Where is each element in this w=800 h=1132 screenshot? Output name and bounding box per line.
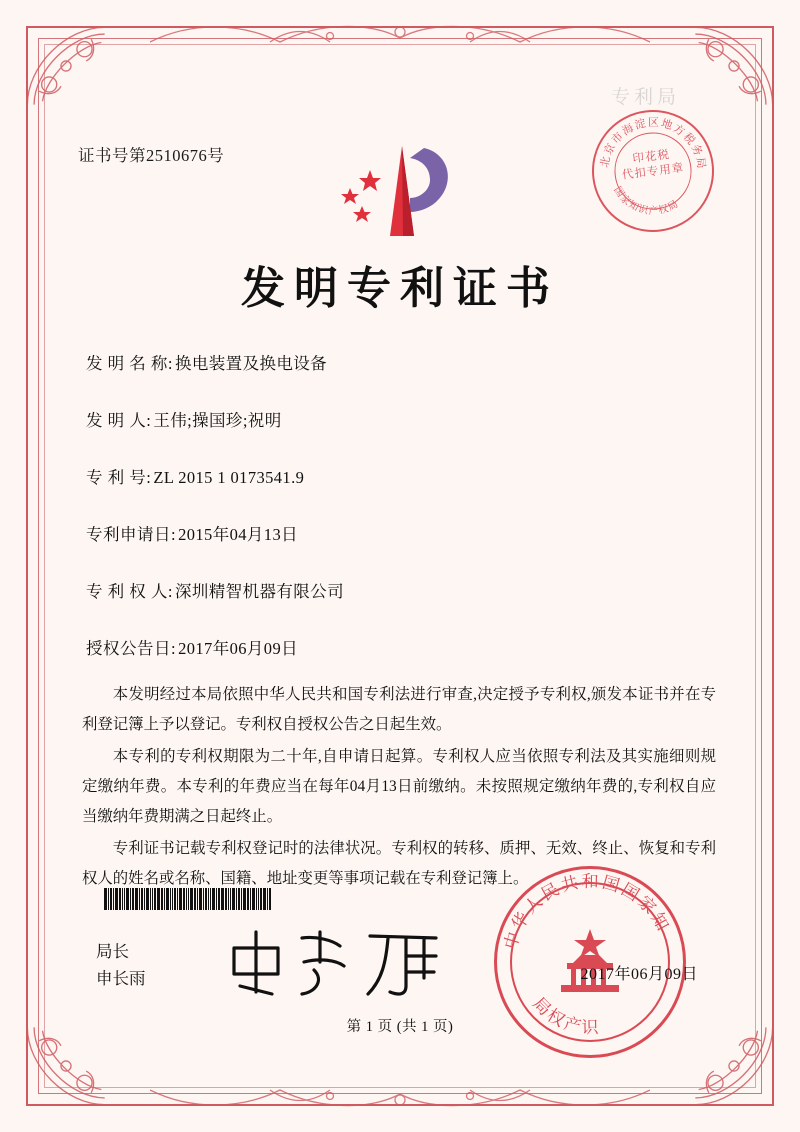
partial-stamp-text: 专利局 [610, 87, 680, 108]
barcode [104, 888, 326, 910]
tax-stamp [585, 103, 721, 239]
field-grant-date [86, 635, 716, 659]
issue-date: 2017年06月09日 [580, 966, 698, 983]
agency-logo-icon [332, 140, 462, 240]
svg-text:北京市海淀区地方税务局: 北京市海淀区地方税务局 [598, 116, 708, 171]
page-footer: 第 1 页 (共 1 页) [346, 1019, 454, 1035]
paragraph: 本发明经过本局依照中华人民共和国专利法进行审查,决定授予专利权,颁发本证书并在专利登记簿上予以登记。专利权自授权公告之日起生效。 [82, 686, 716, 733]
field-value: 换电装置及换电设备 [174, 354, 328, 373]
field-inventors [86, 407, 716, 431]
field-label: 专 利 权 人: [86, 582, 173, 601]
paragraph: 专利证书记载专利权登记时的法律状况。专利权的转移、质押、无效、终止、恢复和专利权人的姓名或名称、国籍、地址变更等事项记载在专利登记簿上。 [82, 840, 716, 887]
field-value: ZL 2015 1 0173541.9 [153, 468, 305, 487]
field-value: 王伟;操国珍;祝明 [153, 411, 282, 430]
handwritten-signature [220, 922, 450, 1002]
tax-stamp-center-text: 印花税 代扣专用章 [621, 148, 685, 182]
field-invention-title [86, 350, 716, 374]
svg-text:中华人民共和国国家知: 中华人民共和国国家知 [500, 871, 674, 952]
signature-labels [96, 938, 146, 992]
field-label: 专利申请日: [86, 525, 177, 544]
svg-text:国家知识产权局: 国家知识产权局 [611, 185, 682, 218]
certificate-content [60, 60, 740, 1072]
field-value: 2015年04月13日 [178, 525, 298, 544]
field-application-date [86, 521, 716, 545]
bottom-edge-ornament [150, 1086, 650, 1116]
certificate-number: 证书号第2510676号 [78, 146, 225, 165]
legal-text [82, 680, 716, 896]
field-label: 授权公告日: [86, 639, 177, 658]
field-label: 发 明 人: [86, 411, 152, 430]
fields-list [86, 350, 716, 692]
field-patent-number [86, 464, 716, 488]
director-name-label: 申长雨 [96, 969, 146, 988]
field-label: 发 明 名 称: [86, 354, 173, 373]
field-value: 深圳精智机器有限公司 [174, 582, 344, 601]
paragraph: 本专利的专利权期限为二十年,自申请日起算。专利权人应当依照专利法及其实施细则规定缴纳年费。本专利的年费应当在每年04月13日前缴纳。未按照规定缴纳年费的,专利权自应当缴纳年费期满之日起终止。 [82, 748, 716, 825]
top-edge-ornament [150, 16, 650, 46]
svg-text:局权产识: 局权产识 [529, 993, 602, 1038]
page-title: 发明专利证书 [241, 264, 559, 313]
director-role-label: 局长 [96, 942, 129, 961]
field-patentee [86, 578, 716, 602]
field-value: 2017年06月09日 [178, 639, 298, 658]
field-label: 专 利 号: [86, 468, 152, 487]
